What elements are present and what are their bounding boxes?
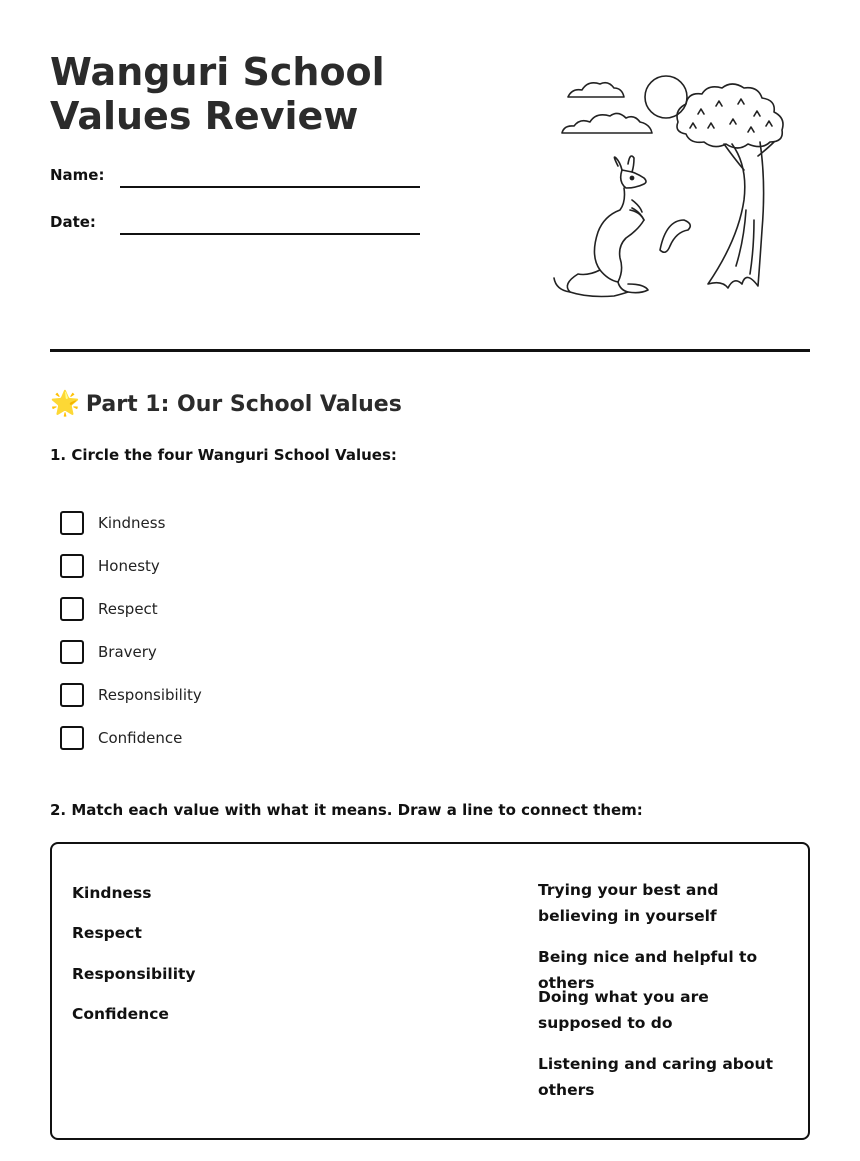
kangaroo-icon: [554, 156, 648, 297]
part1-heading: [50, 388, 402, 420]
match-value[interactable]: Kindness: [72, 884, 152, 902]
part1-heading-text: Part 1: Our School Values: [85, 392, 402, 417]
checkbox[interactable]: [60, 511, 84, 535]
match-value[interactable]: Respect: [72, 924, 142, 942]
worksheet-title: Wanguri School Values Review: [50, 50, 385, 138]
date-label: Date:: [50, 213, 96, 231]
match-meaning[interactable]: Being nice and helpful to others: [538, 948, 758, 992]
kangaroo-tree-illustration: [548, 70, 808, 305]
match-meaning[interactable]: Listening and caring about others: [538, 1055, 773, 1099]
question-1-prompt: 1. Circle the four Wanguri School Values:: [50, 446, 397, 464]
name-field[interactable]: [120, 186, 420, 188]
value-option[interactable]: [60, 510, 165, 536]
date-field[interactable]: [120, 233, 420, 235]
checkbox[interactable]: [60, 640, 84, 664]
question-2-prompt: 2. Match each value with what it means. Draw a line to connect them:: [50, 801, 643, 819]
tree-icon: [677, 84, 783, 288]
value-option[interactable]: [60, 553, 160, 579]
checkbox[interactable]: [60, 554, 84, 578]
value-option[interactable]: [60, 725, 182, 751]
value-option-label: Respect: [98, 600, 158, 618]
name-label: Name:: [50, 166, 105, 184]
boomerang-icon: [660, 220, 690, 252]
cloud-icon: [562, 83, 652, 133]
match-value[interactable]: Responsibility: [72, 965, 196, 983]
value-option-label: Bravery: [98, 643, 157, 661]
value-option[interactable]: [60, 596, 158, 622]
checkbox[interactable]: [60, 597, 84, 621]
value-option[interactable]: [60, 639, 157, 665]
match-meaning[interactable]: Doing what you are supposed to do: [538, 988, 709, 1032]
match-meaning[interactable]: Trying your best and believing in yourself: [538, 881, 719, 925]
sun-icon: [645, 76, 687, 118]
checkbox[interactable]: [60, 726, 84, 750]
value-option-label: Responsibility: [98, 686, 202, 704]
value-option-label: Confidence: [98, 729, 183, 747]
value-option[interactable]: [60, 682, 202, 708]
value-option-label: Honesty: [98, 557, 160, 575]
checkbox[interactable]: [60, 683, 84, 707]
match-value[interactable]: Confidence: [72, 1005, 169, 1023]
value-option-label: Kindness: [98, 514, 166, 532]
star-icon: 🌟: [50, 389, 80, 417]
section-divider: [50, 349, 810, 352]
matching-box: [50, 842, 810, 1140]
